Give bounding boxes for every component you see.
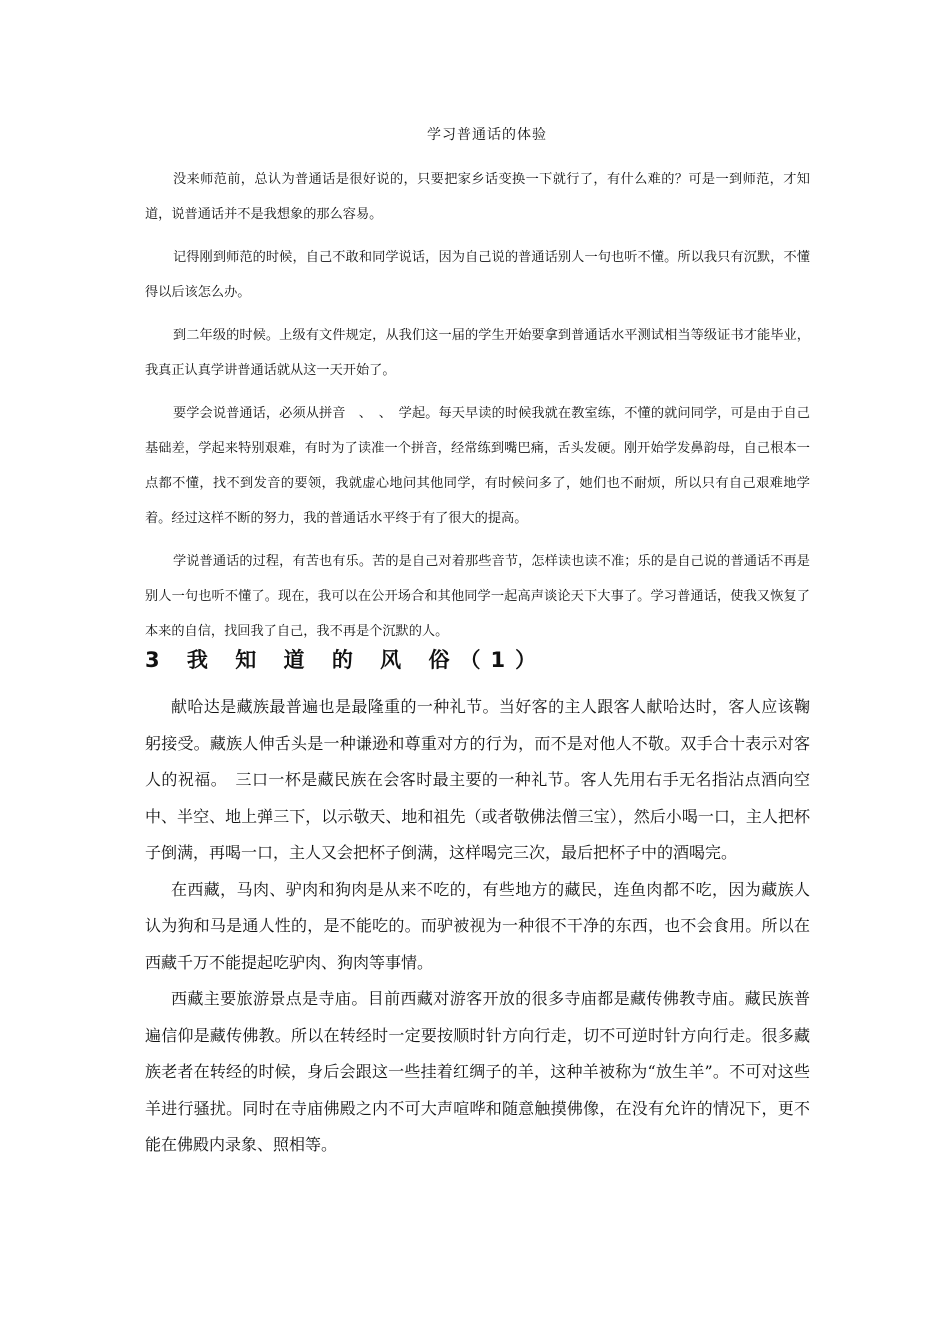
- customs-body: [145, 689, 810, 1164]
- essay-body: [145, 162, 810, 657]
- essay-paragraph: 没来师范前，总认为普通话是很好说的，只要把家乡话变换一下就行了，有什么难的？可是一到师范，才知道，说普通话并不是我想象的那么容易。: [145, 172, 810, 222]
- essay-paragraph: 学说普通话的过程，有苦也有乐。苦的是自己对着那些音节，怎样读也读不准；乐的是自己说的普通话不再是别人一句也听不懂了。现在，我可以在公开场合和其他同学一起高声谈论天下大事了。学习普通话，使我又恢复了本来的自信，找回我了自己，我不再是个沉默的人。: [145, 554, 810, 639]
- essay-paragraph: 要学会说普通话，必须从拼音 、 、 学起。每天早读的时候我就在教室练，不懂的就问同学，可是由于自己基础差，学起来特别艰难，有时为了读准一个拼音，经常练到嘴巴痛，舌头发硬。刚开始学发鼻韵母，自己根本一点都不懂，找不到发音的要领，我就虚心地问其他同学，有时候问多了，她们也不耐烦，所以只有自己艰难地学着。经过这样不断的努力，我的普通话水平终于有了很大的提高。: [145, 406, 810, 526]
- document-title: 学习普通话的体验: [427, 127, 547, 143]
- customs-paragraph: 西藏主要旅游景点是寺庙。目前西藏对游客开放的很多寺庙都是藏传佛教寺庙。藏民族普遍信仰是藏传佛教。所以在转经时一定要按顺时针方向行走，切不可逆时针方向行走。很多藏族老者在转经的时候，身后会跟这一些挂着红绸子的羊，这种羊被称为“放生羊”。不可对这些羊进行骚扰。同时在寺庙佛殿之内不可大声喧哗和随意触摸佛像，在没有允许的情况下，更不能在佛殿内录象、照相等。: [145, 989, 810, 1154]
- essay-paragraph: 记得刚到师范的时候，自己不敢和同学说话，因为自己说的普通话别人一句也听不懂。所以我只有沉默，不懂得以后该怎么办。: [145, 250, 810, 300]
- section-heading: 3 我 知 道 的 风 俗（1）: [145, 648, 547, 672]
- essay-paragraph: 到二年级的时候。上级有文件规定，从我们这一届的学生开始要拿到普通话水平测试相当等级证书才能毕业，我真正认真学讲普通话就从这一天开始了。: [145, 328, 810, 378]
- customs-paragraph: 在西藏，马肉、驴肉和狗肉是从来不吃的，有些地方的藏民，连鱼肉都不吃，因为藏族人认为狗和马是通人性的，是不能吃的。而驴被视为一种很不干净的东西，也不会食用。所以在西藏千万不能提起吃驴肉、狗肉等事情。: [145, 879, 810, 972]
- customs-paragraph: 献哈达是藏族最普遍也是最隆重的一种礼节。当好客的主人跟客人献哈达时，客人应该鞠躬接受。藏族人伸舌头是一种谦逊和尊重对方的行为，而不是对他人不敬。双手合十表示对客人的祝福。 三口一杯是藏民族在会客时最主要的一种礼节。客人先用右手无名指沾点酒向空中、半空、地上弹三下，以示敬天、地和祖先（或者敬佛法僧三宝），然后小喝一口，主人把杯子倒满，再喝一口，主人又会把杯子倒满，这样喝完三次，最后把杯子中的酒喝完。: [145, 697, 810, 862]
